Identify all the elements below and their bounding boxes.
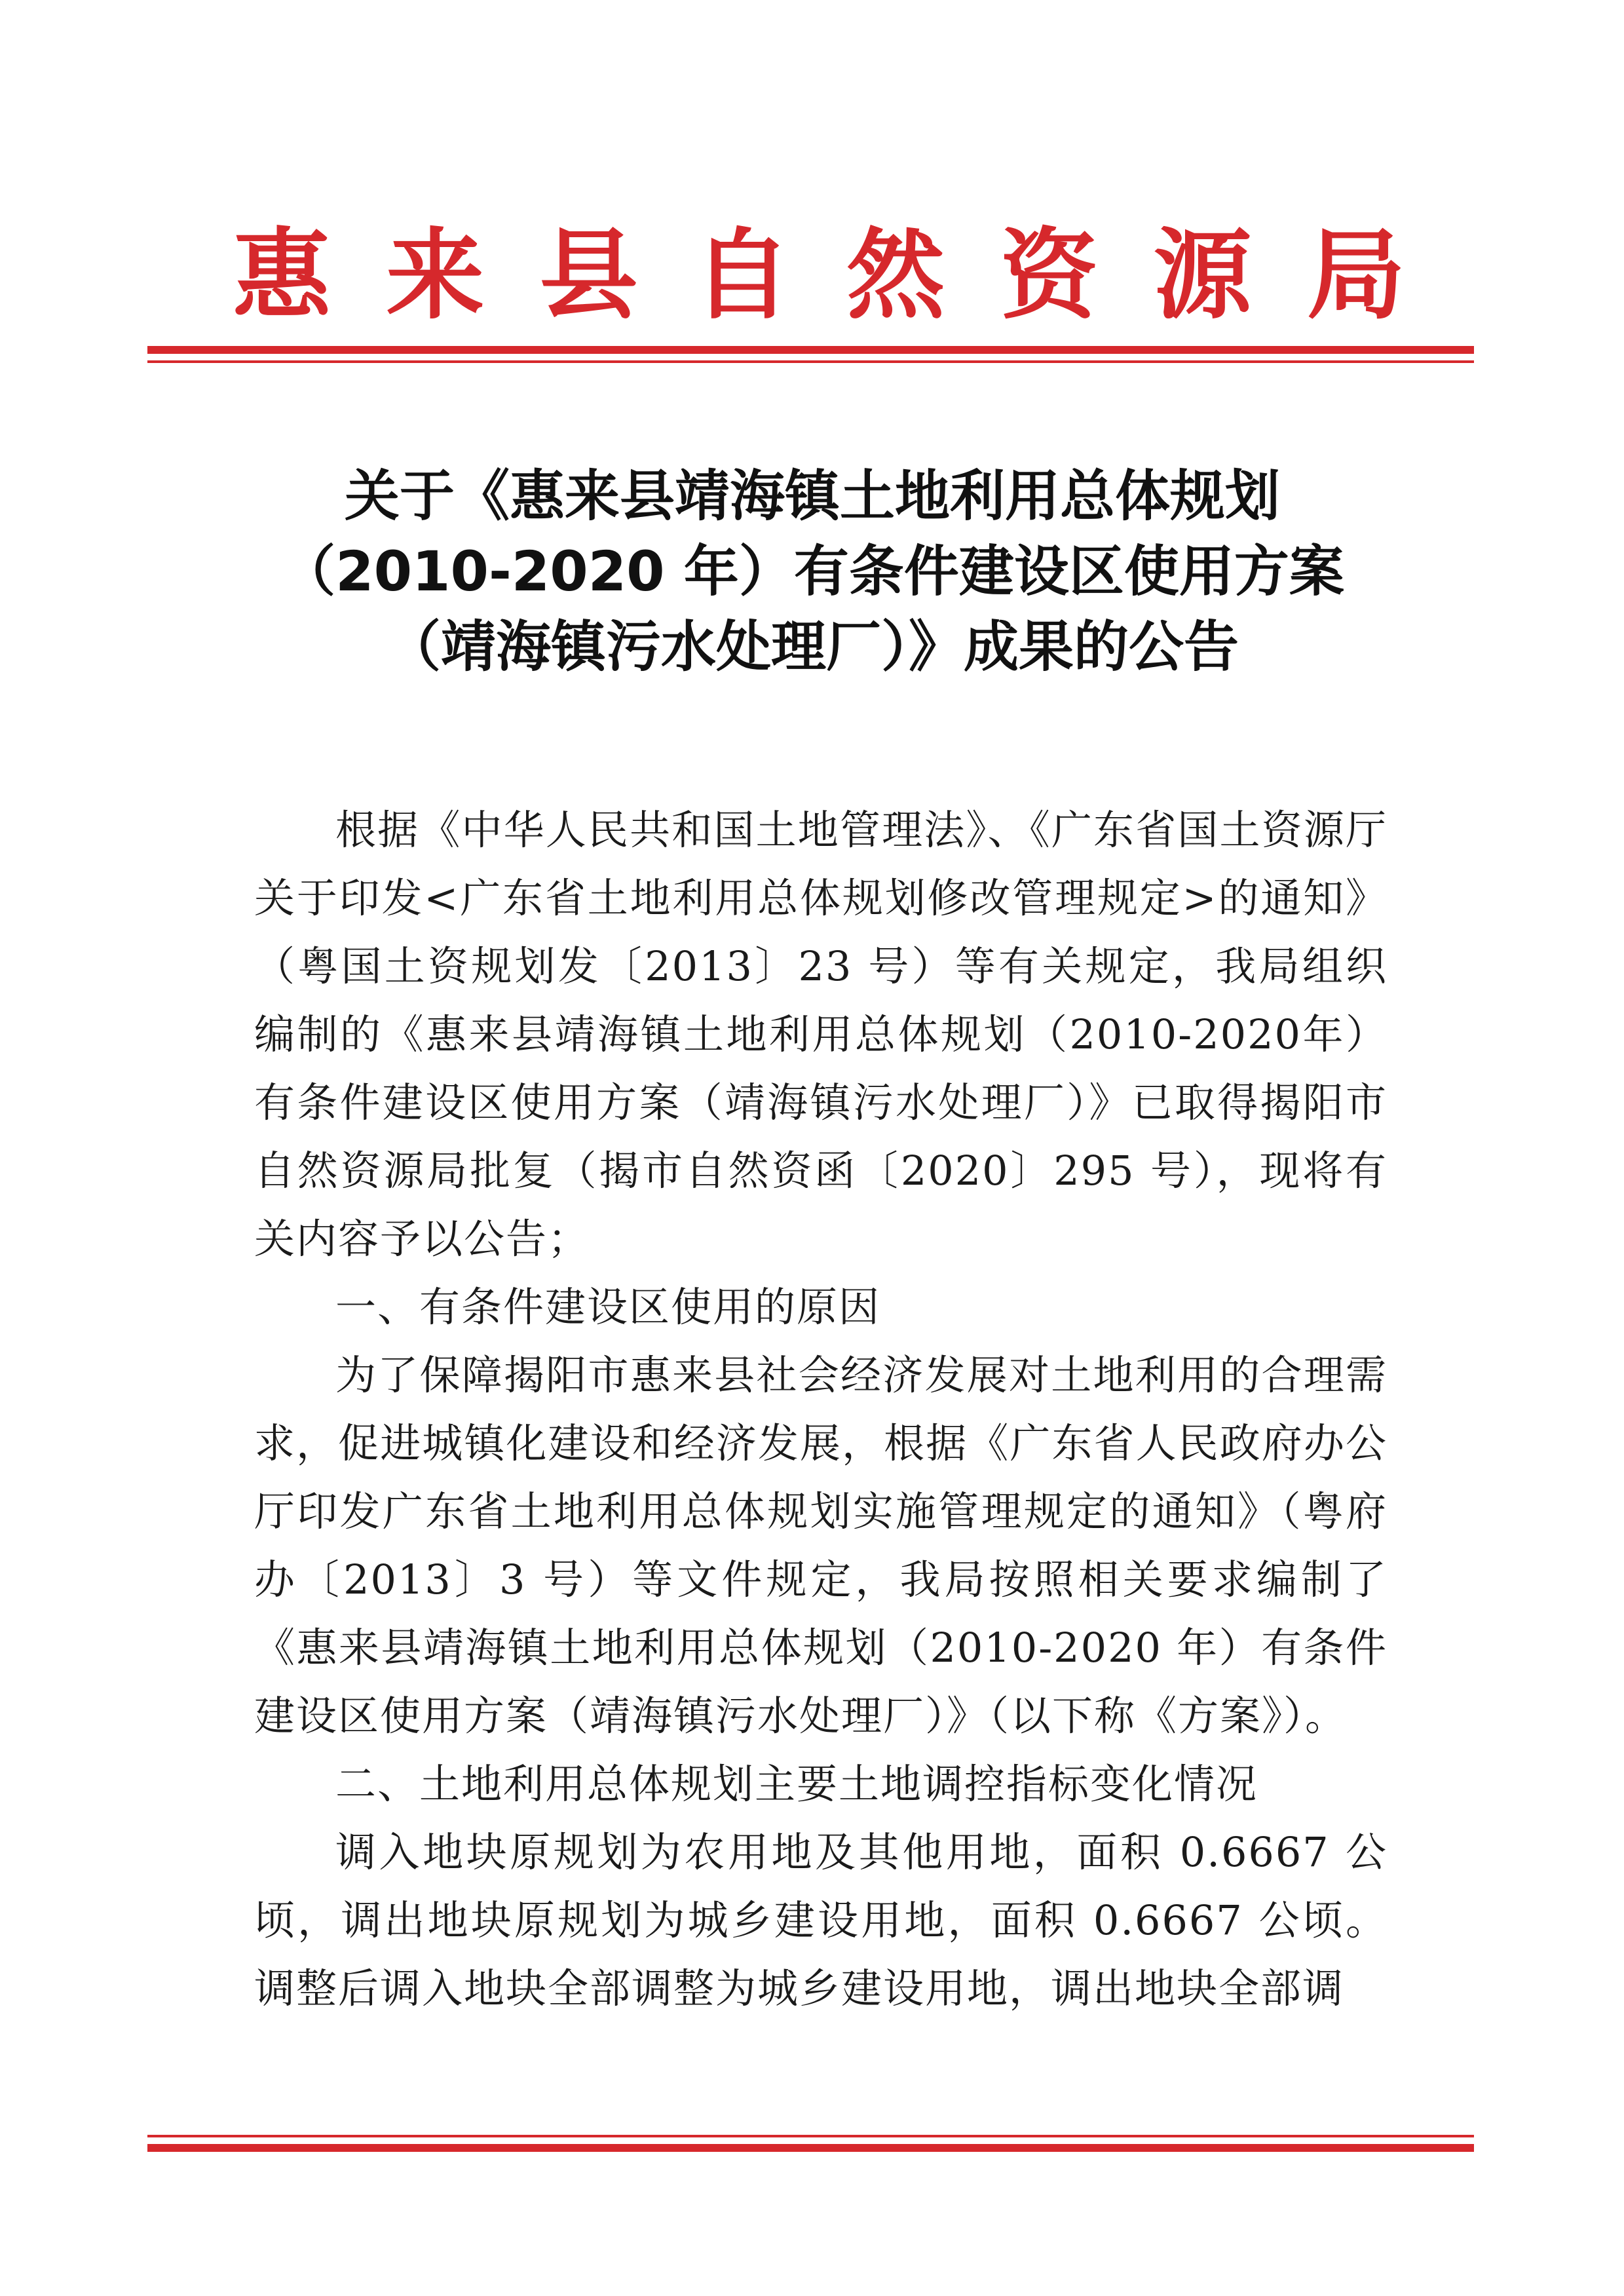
letterhead-char: 惠 [232, 218, 331, 333]
footer-divider-thick [147, 2144, 1474, 2152]
body-paragraph: 根据《中华人民共和国土地管理法》、《广东省国土资源厅关于印发<广东省土地利用总体规划修改管理规定>的通知》（粤国土资规划发〔2013〕23 号）等有关规定，我局组织编制的《惠来县靖海镇土地利用总体规划（2010-2020年）有条件建设区使用方案（靖海镇污水处理厂）》已取得揭阳市自然资源局批复（揭市自然资函〔2020〕295 号），现将有关内容予以公告； [254, 806, 1388, 1263]
letterhead-title [223, 216, 1415, 334]
section-heading: 一、有条件建设区使用的原因 [335, 1283, 881, 1331]
footer-divider-thin [147, 2135, 1474, 2137]
letterhead-char: 自 [692, 218, 791, 333]
letterhead-char: 源 [1153, 218, 1252, 333]
header-divider-thick [147, 346, 1474, 354]
section-heading: 二、土地利用总体规划主要土地调控指标变化情况 [335, 1760, 1258, 1808]
letterhead-char: 来 [386, 218, 485, 333]
title-line: （靖海镇污水处理厂）》成果的公告 [385, 615, 1239, 679]
title-line: （2010-2020 年）有条件建设区使用方案 [280, 539, 1344, 603]
announcement-title [197, 459, 1428, 685]
letterhead-char: 局 [1306, 218, 1405, 333]
body-paragraph: 调入地块原规划为农用地及其他用地，面积 0.6667 公顷，调出地块原规划为城乡建设用地，面积 0.6667 公顷。调整后调入地块全部调整为城乡建设用地，调出地块全部调 [254, 1828, 1388, 2012]
title-line: 关于《惠来县靖海镇土地利用总体规划 [344, 464, 1280, 528]
letterhead-char: 县 [539, 218, 638, 333]
letterhead-char: 然 [846, 218, 945, 333]
letterhead-char: 资 [1000, 218, 1099, 333]
announcement-body [254, 796, 1388, 2023]
body-paragraph: 为了保障揭阳市惠来县社会经济发展对土地利用的合理需求，促进城镇化建设和经济发展，根据《广东省人民政府办公厅印发广东省土地利用总体规划实施管理规定的通知》（粤府办〔2013〕3 号）等文件规定，我局按照相关要求编制了《惠来县靖海镇土地利用总体规划（2010-2020 年）有条件建设区使用方案（靖海镇污水处理厂）》（以下称《方案》）。 [254, 1351, 1388, 1740]
header-divider-thin [147, 360, 1474, 363]
